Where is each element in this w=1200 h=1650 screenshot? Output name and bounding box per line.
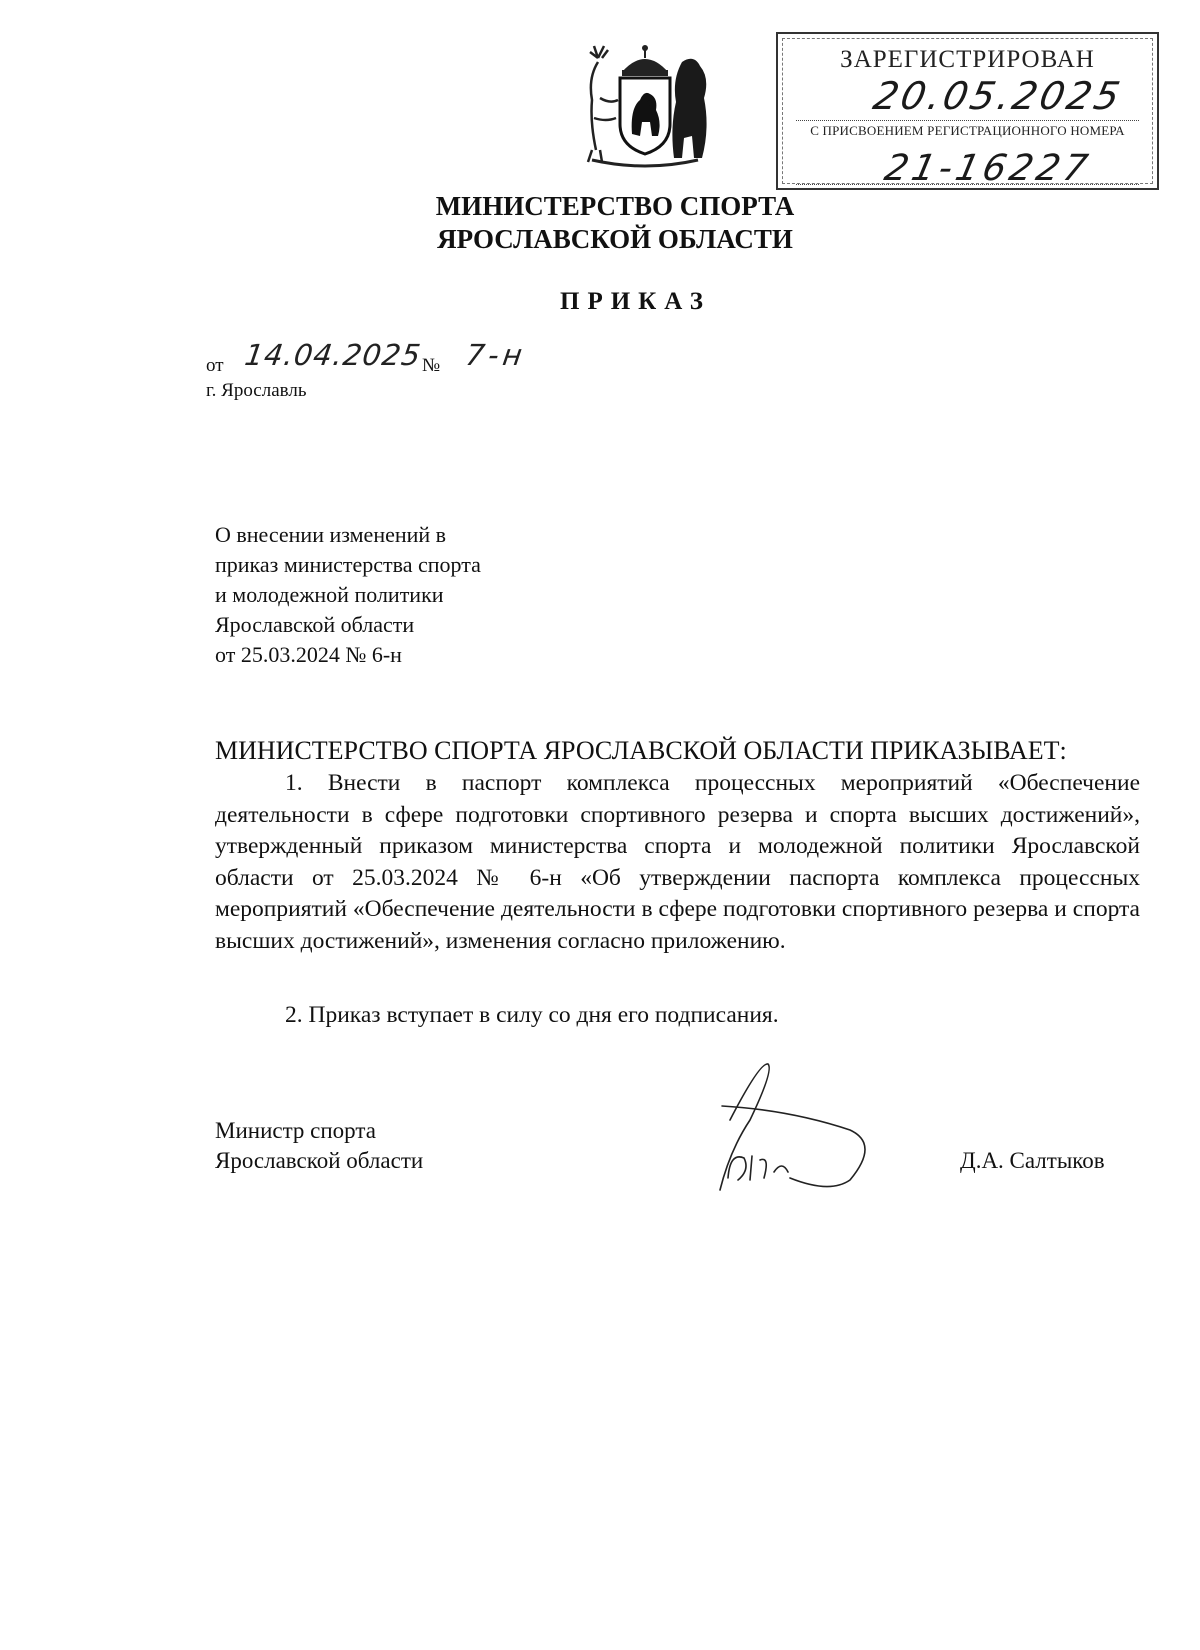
date-prefix: от [206, 355, 224, 376]
document-type-title: ПРИКАЗ [560, 288, 711, 315]
stamp-divider [796, 120, 1139, 121]
signer-name: Д.А. Салтыков [960, 1148, 1105, 1173]
subject-line: О внесении изменений в [215, 522, 447, 547]
subject-line: Ярославской области [215, 612, 415, 637]
city: г. Ярославль [206, 380, 307, 401]
order-paragraph-1: 1. Внести в паспорт комплекса процессных мероприятий «Обеспечение деятельности в сфере подготовки спортивного резерва и спорта высших достижений», утвержденный приказом министерства спорта и молодежной политики Ярославской области от 25.03.2024 № 6-н «Об утверждении паспорта комплекса процессных мероприятий «Обеспечение деятельности в сфере подготовки спортивного резерва и спорта высших достижений», изменения согласно приложению. [215, 770, 1140, 954]
handwritten-signature [690, 1060, 890, 1200]
ministry-name-line1: МИНИСТЕРСТВО СПОРТА [435, 191, 795, 221]
coat-of-arms-icon [570, 38, 720, 170]
order-heading: МИНИСТЕРСТВО СПОРТА ЯРОСЛАВСКОЙ ОБЛАСТИ ПРИКАЗЫВАЕТ: [215, 736, 1067, 765]
registration-stamp [776, 32, 1159, 190]
ministry-name-line2: ЯРОСЛАВСКОЙ ОБЛАСТИ [437, 224, 793, 254]
stamp-divider [796, 184, 1139, 185]
subject-line: приказ министерства спорта [215, 552, 481, 577]
subject-line: и молодежной политики [215, 582, 444, 607]
stamp-title: ЗАРЕГИСТРИРОВАН [840, 46, 1095, 73]
order-date: 14.04.2025 [242, 338, 424, 372]
stamp-registration-number: 21-16227 [880, 148, 1096, 189]
number-sign: № [422, 355, 441, 376]
stamp-registration-date: 20.05.2025 [869, 74, 1127, 118]
subject-line: от 25.03.2024 № 6-н [215, 642, 402, 667]
order-paragraph-2: 2. Приказ вступает в силу со дня его подписания. [285, 1002, 779, 1028]
signer-position-line2: Ярославской области [215, 1148, 424, 1173]
stamp-subtitle: С ПРИСВОЕНИЕМ РЕГИСТРАЦИОННОГО НОМЕРА [810, 123, 1125, 138]
order-number: 7-н [463, 338, 529, 372]
signer-position-line1: Министр спорта [215, 1118, 376, 1143]
